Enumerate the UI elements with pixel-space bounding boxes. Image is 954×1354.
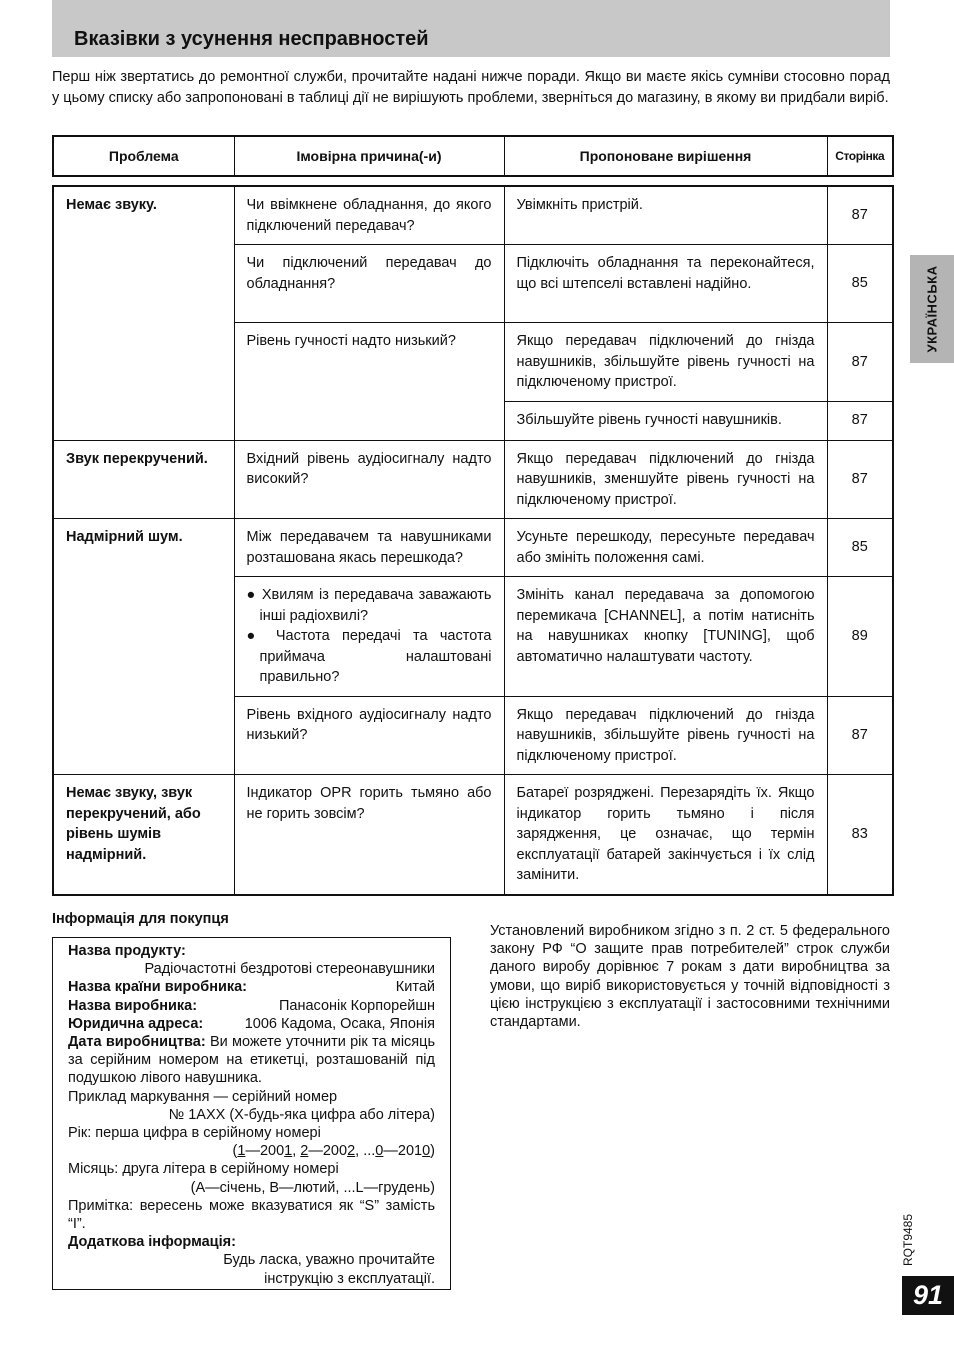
year-value: (1—2001, 2—2002, ...0—2010) — [232, 1143, 435, 1160]
cause-cell: Рівень вхідного аудіосигналу надто низький? — [234, 696, 504, 775]
address-value: 1006 Кадома, Осака, Японія — [244, 1015, 435, 1032]
cause-cell: Між передавачем та навушниками розташована якась перешкода? — [234, 519, 504, 577]
troubleshooting-table — [52, 185, 894, 896]
doc-code — [893, 1210, 923, 1270]
page-cell: 85 — [827, 245, 893, 323]
cause-cell: Чи ввімкнене обладнання, до якого підключений передавач? — [234, 186, 504, 245]
buyer-info-box — [52, 937, 451, 1290]
production-date — [68, 1033, 435, 1088]
date-value: Ви можете уточнити рік та місяць за серійним номером на етикетці, розташованій під подушкою лівого навушника. — [68, 1034, 436, 1087]
header-cause: Імовірна причина(-и) — [234, 136, 504, 176]
table-row — [53, 186, 893, 245]
extra-line-2: інструкцію з експлуатації. — [264, 1270, 435, 1287]
solution-cell: Увімкніть пристрій. — [504, 186, 827, 245]
list-item: ● Хвилям із передавача заважають інші радіохвилі? — [246, 587, 492, 624]
bullet-text: Частота передачі та частота приймача налаштовані правильно? — [259, 628, 492, 685]
solution-cell: Батареї розряджені. Перезарядіть їх. Якщо індикатор горить тьмяно і після зарядження, це означає, що термін експлуатації батарей закінчується і їх слід замінити. — [504, 775, 827, 895]
problem-cell: Немає звуку, звук перекручений, або рівень шумів надмірний. — [53, 775, 234, 895]
buyer-info-heading: Інформація для покупця — [52, 911, 229, 927]
table-row — [53, 775, 893, 895]
maker-label: Назва виробника: — [68, 997, 198, 1014]
extra-label: Додаткова інформація: — [68, 1234, 236, 1251]
doc-code-label: RQT9485 — [901, 1213, 915, 1267]
country-value: Китай — [395, 979, 435, 996]
cause-cell — [234, 577, 504, 697]
address-label: Юридична адреса: — [68, 1015, 204, 1032]
table-row — [53, 519, 893, 577]
table-row — [53, 440, 893, 519]
page-cell: 87 — [827, 186, 893, 245]
cause-cell: Чи підключений передавач до обладнання? — [234, 245, 504, 323]
language-tab-label: УКРАЇНСЬКА — [924, 265, 940, 353]
page-cell: 89 — [827, 577, 893, 697]
bullet-text: Хвилям із передавача заважають інші радіохвилі? — [259, 587, 492, 624]
header-page: Сторінка — [827, 136, 893, 176]
year-line: Рік: перша цифра в серійному номері — [68, 1125, 321, 1142]
page-cell: 87 — [827, 401, 893, 440]
solution-cell: Якщо передавач підключений до гнізда навушників, зменшуйте рівень гучності на підключеному пристрої. — [504, 440, 827, 519]
product-label: Назва продукту: — [68, 943, 186, 959]
page-number: 91 — [902, 1276, 954, 1315]
solution-cell: Збільшуйте рівень гучності навушників. — [504, 401, 827, 440]
solution-cell: Якщо передавач підключений до гнізда навушників, збільшуйте рівень гучності на підключеному пристрої. — [504, 696, 827, 775]
cause-cell: Рівень гучності надто низький? — [234, 323, 504, 441]
cause-cell: Вхідний рівень аудіосигналу надто високий? — [234, 440, 504, 519]
note: Примітка: вересень може вказуватися як “S” замість “I”. — [68, 1197, 435, 1233]
page-cell: 83 — [827, 775, 893, 895]
page-title: Вказівки з усунення несправностей — [74, 28, 429, 50]
page-cell: 87 — [827, 696, 893, 775]
troubleshooting-header — [52, 135, 894, 177]
solution-cell: Усуньте перешкоду, пересуньте передавач або змініть положення самі. — [504, 519, 827, 577]
problem-cell: Немає звуку. — [53, 186, 234, 440]
page-cell: 87 — [827, 323, 893, 402]
cause-bullet-list — [247, 585, 492, 688]
title-bar — [52, 0, 890, 57]
extra-line-1: Будь ласка, уважно прочитайте — [223, 1252, 435, 1269]
solution-cell: Підключіть обладнання та переконайтеся, що всі штепселі вставлені надійно. — [504, 245, 827, 323]
product-value: Радіочастотні бездротові стереонавушники — [144, 961, 435, 978]
language-tab — [910, 255, 954, 363]
page-cell: 85 — [827, 519, 893, 577]
intro-paragraph: Перш ніж звертатись до ремонтної служби, прочитайте надані нижче поради. Якщо ви маєте якісь сумніви стосовно порад у цьому списку або запропоновані в таблиці дії не вирішують проблеми, зверніться до магазину, в якому ви придбали виріб. — [52, 69, 890, 106]
cause-cell: Індикатор OPR горить тьмяно або не горить зовсім? — [234, 775, 504, 895]
header-problem: Проблема — [53, 136, 234, 176]
list-item: ● Частота передачі та частота приймача налаштовані правильно? — [246, 628, 492, 685]
month-value: (A—січень, B—лютий, ...L—грудень) — [190, 1179, 435, 1196]
month-line: Місяць: друга літера в серійному номері — [68, 1161, 339, 1178]
service-life-text: Установлений виробником згідно з п. 2 ст. 5 федерального закону РФ “О защите прав потребителей” строк служби даного виробу дорівнює 7 рокам з дати виробництва за умови, що виріб використовується у точній відповідності з цією інструкцією з експлуатації і застосовними технічними стандартами. — [490, 923, 890, 1031]
date-label: Дата виробництва: — [68, 1034, 206, 1051]
solution-cell: Змініть канал передавача за допомогою перемикача [CHANNEL], а потім натисніть на навушниках кнопку [TUNING], щоб автоматично налаштувати частоту. — [504, 577, 827, 697]
solution-cell: Якщо передавач підключений до гнізда навушників, збільшуйте рівень гучності на підключеному пристрої. — [504, 323, 827, 402]
maker-value: Панасонік Корпорейшн — [279, 997, 435, 1014]
country-label: Назва країни виробника: — [68, 979, 248, 996]
problem-cell: Звук перекручений. — [53, 440, 234, 519]
problem-cell: Надмірний шум. — [53, 519, 234, 775]
example-line: Приклад маркування — серійний номер — [68, 1088, 338, 1105]
page-cell: 87 — [827, 440, 893, 519]
header-solution: Пропоноване вирішення — [504, 136, 827, 176]
example-value: № 1AXX (X-будь-яка цифра або літера) — [168, 1106, 435, 1123]
